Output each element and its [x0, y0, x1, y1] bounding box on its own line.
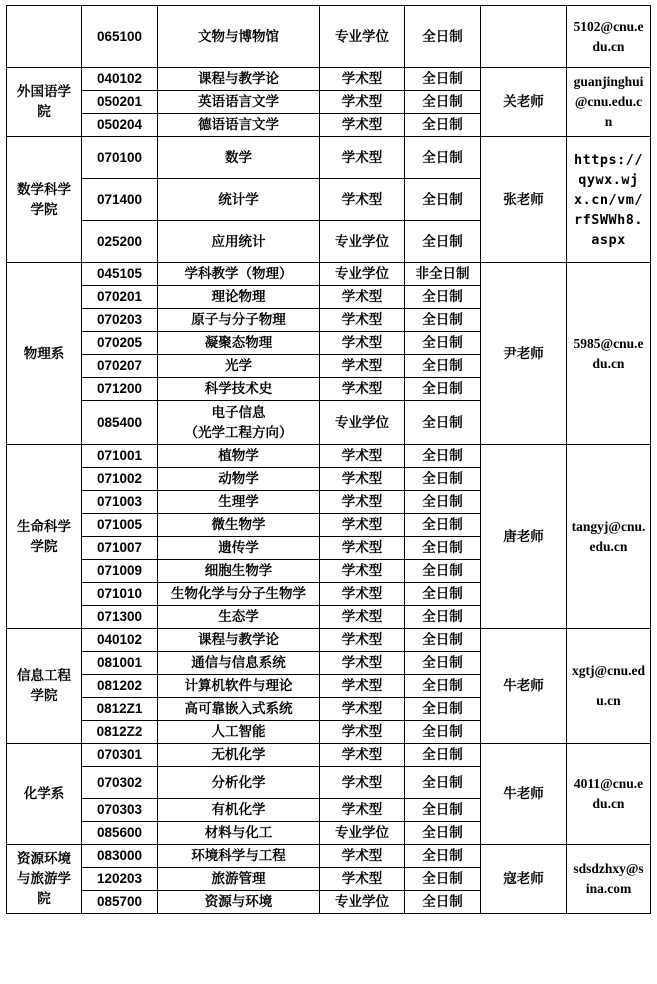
teacher-name: 唐老师: [481, 445, 567, 629]
degree-type: 学术型: [320, 606, 405, 629]
study-mode: 全日制: [405, 137, 481, 179]
major-code: 025200: [82, 221, 158, 263]
study-mode: 全日制: [405, 744, 481, 767]
dept-name-text: 信息工程学院: [17, 668, 71, 704]
study-mode: 全日制: [405, 652, 481, 675]
study-mode: 全日制: [405, 537, 481, 560]
degree-type: 专业学位: [320, 891, 405, 914]
major-name: 环境科学与工程: [158, 845, 320, 868]
degree-type: 学术型: [320, 537, 405, 560]
study-mode: 全日制: [405, 721, 481, 744]
study-mode: 全日制: [405, 629, 481, 652]
degree-type: 学术型: [320, 137, 405, 179]
study-mode: 全日制: [405, 221, 481, 263]
degree-type: 学术型: [320, 468, 405, 491]
dept-name-text: 数学科学学院: [17, 181, 71, 218]
major-name: 英语语言文学: [158, 91, 320, 114]
degree-type: 学术型: [320, 114, 405, 137]
major-code: 085600: [82, 822, 158, 845]
study-mode: 全日制: [405, 445, 481, 468]
study-mode: 全日制: [405, 179, 481, 221]
degree-type: 专业学位: [320, 822, 405, 845]
table-row: [7, 137, 651, 179]
study-mode: 全日制: [405, 514, 481, 537]
major-code: 070302: [82, 767, 158, 799]
table-row: [7, 744, 651, 767]
major-name: 微生物学: [158, 514, 320, 537]
dept-name: [7, 845, 82, 914]
major-code: 040102: [82, 68, 158, 91]
major-name: 课程与教学论: [158, 68, 320, 91]
major-name: 学科教学（物理）: [158, 263, 320, 286]
teacher-name: 寇老师: [481, 845, 567, 914]
major-name: 高可靠嵌入式系统: [158, 698, 320, 721]
teacher-name: 关老师: [481, 68, 567, 137]
major-name: 原子与分子物理: [158, 309, 320, 332]
degree-type: 专业学位: [320, 263, 405, 286]
teacher-cell-empty: [481, 6, 567, 68]
degree-type: 学术型: [320, 560, 405, 583]
major-code: 065100: [82, 6, 158, 68]
major-code: 070100: [82, 137, 158, 179]
survey-link[interactable]: [567, 137, 651, 263]
degree-type: 学术型: [320, 179, 405, 221]
study-mode: 全日制: [405, 698, 481, 721]
major-name: 电子信息 （光学工程方向）: [158, 401, 320, 445]
dept-name: [7, 445, 82, 629]
major-name: 人工智能: [158, 721, 320, 744]
contact-email: [567, 845, 651, 914]
major-name: 凝聚态物理: [158, 332, 320, 355]
dept-name-text: 化学系: [23, 786, 65, 802]
study-mode: 全日制: [405, 6, 481, 68]
degree-type: 学术型: [320, 91, 405, 114]
degree-type: 学术型: [320, 868, 405, 891]
major-name: 光学: [158, 355, 320, 378]
major-code: 085700: [82, 891, 158, 914]
dept-name: [7, 68, 82, 137]
study-mode: 全日制: [405, 675, 481, 698]
dept-name-text: 生命科学学院: [17, 518, 71, 555]
degree-type: 学术型: [320, 68, 405, 91]
degree-type: 学术型: [320, 744, 405, 767]
major-name: 科学技术史: [158, 378, 320, 401]
contact-email-text: xgtj@cnu.edu.cn: [572, 663, 645, 708]
degree-type: 学术型: [320, 491, 405, 514]
major-name: 数学: [158, 137, 320, 179]
degree-type: 学术型: [320, 845, 405, 868]
contact-email: [567, 6, 651, 68]
study-mode: 全日制: [405, 114, 481, 137]
contact-email: [567, 263, 651, 445]
degree-type: 学术型: [320, 332, 405, 355]
major-name: 分析化学: [158, 767, 320, 799]
degree-type: 学术型: [320, 721, 405, 744]
major-name: 无机化学: [158, 744, 320, 767]
major-code: 070301: [82, 744, 158, 767]
major-name: 通信与信息系统: [158, 652, 320, 675]
major-code: 071002: [82, 468, 158, 491]
major-code: 071010: [82, 583, 158, 606]
study-mode: 全日制: [405, 309, 481, 332]
table-row: [7, 68, 651, 91]
study-mode: 全日制: [405, 822, 481, 845]
degree-type: 学术型: [320, 583, 405, 606]
dept-name: [7, 137, 82, 263]
degree-type: 学术型: [320, 378, 405, 401]
degree-type: 专业学位: [320, 401, 405, 445]
major-code: 120203: [82, 868, 158, 891]
major-code: 071009: [82, 560, 158, 583]
study-mode: 全日制: [405, 767, 481, 799]
study-mode: 全日制: [405, 286, 481, 309]
major-name: 计算机软件与理论: [158, 675, 320, 698]
major-name: 遗传学: [158, 537, 320, 560]
teacher-name: 牛老师: [481, 629, 567, 744]
major-code: 070303: [82, 799, 158, 822]
major-code: 071300: [82, 606, 158, 629]
survey-link-text[interactable]: https://qywx.wjx.cn/vm/rfSWWh8.aspx: [573, 151, 644, 248]
major-name: 德语语言文学: [158, 114, 320, 137]
major-name: 材料与化工: [158, 822, 320, 845]
study-mode: 全日制: [405, 560, 481, 583]
contact-email: [567, 445, 651, 629]
study-mode: 全日制: [405, 606, 481, 629]
major-code: 071007: [82, 537, 158, 560]
major-name: 文物与博物馆: [158, 6, 320, 68]
degree-type: 专业学位: [320, 6, 405, 68]
major-code: 070205: [82, 332, 158, 355]
major-name: 旅游管理: [158, 868, 320, 891]
major-name: 细胞生物学: [158, 560, 320, 583]
degree-type: 学术型: [320, 355, 405, 378]
study-mode: 全日制: [405, 491, 481, 514]
contact-email-text: 5985@cnu.edu.cn: [573, 335, 644, 371]
study-mode: 全日制: [405, 868, 481, 891]
contact-email: [567, 68, 651, 137]
teacher-name: 张老师: [481, 137, 567, 263]
teacher-name: 尹老师: [481, 263, 567, 445]
major-name: 动物学: [158, 468, 320, 491]
major-code: 040102: [82, 629, 158, 652]
study-mode: 全日制: [405, 799, 481, 822]
major-code: 070201: [82, 286, 158, 309]
degree-type: 学术型: [320, 445, 405, 468]
major-name: 课程与教学论: [158, 629, 320, 652]
degree-type: 学术型: [320, 767, 405, 799]
dept-name-text: 外国语学院: [17, 84, 71, 120]
study-mode: 全日制: [405, 468, 481, 491]
major-code: 085400: [82, 401, 158, 445]
contact-email-text: 4011@cnu.edu.cn: [573, 776, 644, 811]
major-name: 生理学: [158, 491, 320, 514]
major-code: 071003: [82, 491, 158, 514]
major-code: 070203: [82, 309, 158, 332]
major-code: 083000: [82, 845, 158, 868]
degree-type: 专业学位: [320, 221, 405, 263]
contact-email: [567, 629, 651, 744]
degree-type: 学术型: [320, 309, 405, 332]
degree-type: 学术型: [320, 629, 405, 652]
study-mode: 非全日制: [405, 263, 481, 286]
major-name: 植物学: [158, 445, 320, 468]
major-code: 071200: [82, 378, 158, 401]
major-code: 070207: [82, 355, 158, 378]
degree-type: 学术型: [320, 799, 405, 822]
study-mode: 全日制: [405, 355, 481, 378]
major-name: 有机化学: [158, 799, 320, 822]
table-row: [7, 263, 651, 286]
study-mode: 全日制: [405, 583, 481, 606]
dept-name: [7, 744, 82, 845]
major-name: 资源与环境: [158, 891, 320, 914]
dept-name: [7, 263, 82, 445]
major-code: 071400: [82, 179, 158, 221]
major-code: 081001: [82, 652, 158, 675]
table-row: [7, 6, 651, 68]
major-name: 统计学: [158, 179, 320, 221]
major-code: 045105: [82, 263, 158, 286]
major-name: 应用统计: [158, 221, 320, 263]
contact-email-text: guanjinghui@cnu.edu.cn: [573, 74, 644, 129]
table-row: [7, 629, 651, 652]
major-name: 理论物理: [158, 286, 320, 309]
contact-email-text: sdsdzhxy@sina.com: [573, 861, 644, 896]
contact-email: [567, 744, 651, 845]
major-name: 生态学: [158, 606, 320, 629]
dept-name-text: 物理系: [23, 345, 65, 362]
dept-name: [7, 629, 82, 744]
major-code: 050201: [82, 91, 158, 114]
dept-name-text: 资源环境与旅游学院: [17, 851, 71, 907]
major-code: 050204: [82, 114, 158, 137]
degree-type: 学术型: [320, 286, 405, 309]
major-code: 081202: [82, 675, 158, 698]
major-code: 0812Z1: [82, 698, 158, 721]
major-code: 071005: [82, 514, 158, 537]
contact-email-text: 5102@cnu.edu.cn: [573, 18, 644, 54]
study-mode: 全日制: [405, 891, 481, 914]
enrollment-table: [6, 5, 651, 914]
major-code: 0812Z2: [82, 721, 158, 744]
major-name: 生物化学与分子生物学: [158, 583, 320, 606]
study-mode: 全日制: [405, 845, 481, 868]
study-mode: 全日制: [405, 91, 481, 114]
degree-type: 学术型: [320, 652, 405, 675]
table-row: [7, 845, 651, 868]
study-mode: 全日制: [405, 68, 481, 91]
degree-type: 学术型: [320, 698, 405, 721]
study-mode: 全日制: [405, 401, 481, 445]
degree-type: 学术型: [320, 514, 405, 537]
contact-email-text: tangyj@cnu.edu.cn: [571, 518, 646, 554]
degree-type: 学术型: [320, 675, 405, 698]
study-mode: 全日制: [405, 378, 481, 401]
study-mode: 全日制: [405, 332, 481, 355]
teacher-name: 牛老师: [481, 744, 567, 845]
major-code: 071001: [82, 445, 158, 468]
table-row: [7, 445, 651, 468]
dept-cell-empty: [7, 6, 82, 68]
